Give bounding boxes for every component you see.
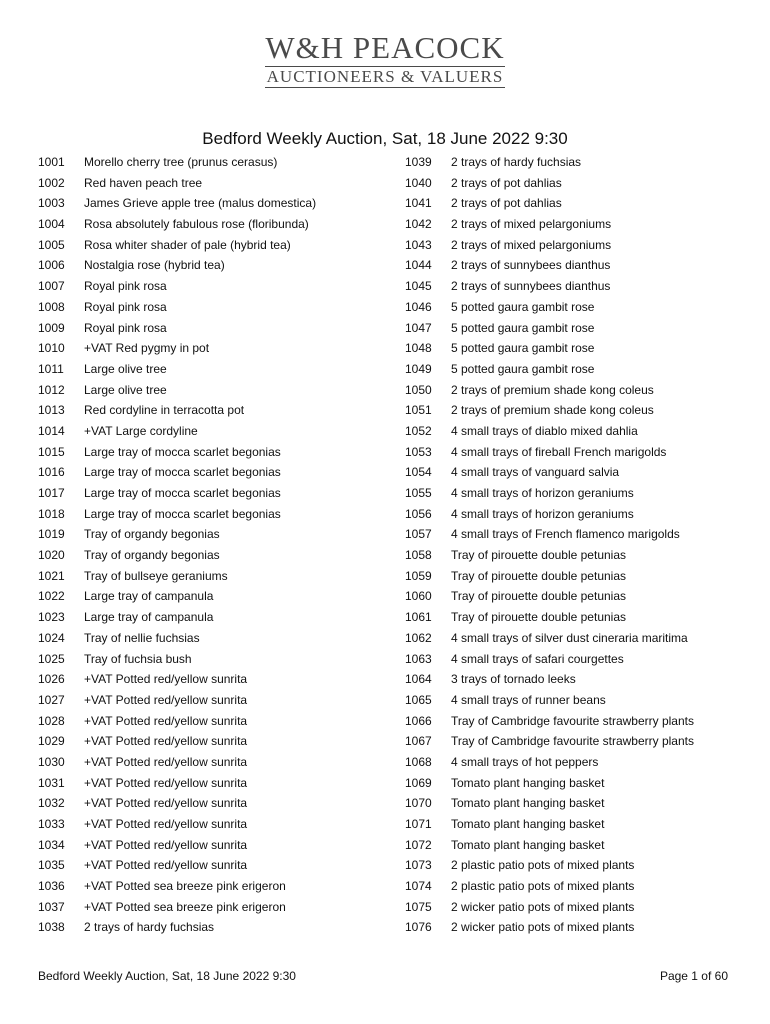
lot-row	[38, 462, 388, 483]
lot-description: Tomato plant hanging basket	[451, 817, 605, 831]
logo-wordmark: W&H PEACOCK	[265, 30, 505, 65]
lot-number: 1044	[405, 258, 432, 273]
lot-number: 1020	[38, 548, 65, 563]
lot-number: 1049	[405, 361, 432, 376]
lot-number: 1014	[38, 423, 65, 438]
lot-number: 1066	[405, 713, 432, 728]
lot-description: Tray of Cambridge favourite strawberry plants	[451, 734, 694, 749]
lot-description: Rosa absolutely fabulous rose (floribunda)	[84, 217, 309, 232]
lot-number: 1074	[405, 879, 432, 894]
lot-row	[38, 193, 388, 214]
lot-number: 1059	[405, 568, 432, 583]
lot-row	[405, 752, 745, 773]
lot-description: 2 trays of premium shade kong coleus	[451, 382, 654, 397]
lot-row	[405, 814, 745, 835]
lot-row	[38, 504, 388, 525]
lot-row	[405, 731, 745, 752]
lot-number: 1053	[405, 444, 432, 459]
lot-number: 1026	[38, 672, 65, 687]
lot-description: 2 trays of pot dahlias	[451, 196, 562, 211]
lot-description: 4 small trays of vanguard salvia	[451, 465, 620, 480]
lot-row	[38, 235, 388, 256]
lot-number: 1068	[405, 754, 432, 769]
lot-number: 1004	[38, 217, 65, 232]
lot-number: 1029	[38, 734, 65, 749]
lot-description: +VAT Large cordyline	[84, 423, 198, 438]
lot-description: Red haven peach tree	[84, 175, 203, 190]
lot-description: Tomato plant hanging basket	[451, 775, 605, 790]
lot-description: Large olive tree	[84, 361, 167, 376]
lot-description: 4 small trays of hot peppers	[451, 754, 599, 769]
lot-number: 1006	[38, 258, 65, 273]
lot-row	[38, 380, 388, 401]
lot-description: 5 potted gaura gambit rose	[451, 320, 595, 335]
lot-description: 2 trays of premium shade kong coleus	[451, 403, 654, 418]
lot-number: 1065	[405, 692, 432, 707]
lot-description: 4 small trays of runner beans	[451, 692, 606, 707]
lot-row	[38, 855, 388, 876]
lot-description: +VAT Potted red/yellow sunrita	[84, 692, 248, 707]
lot-number: 1039	[405, 155, 432, 169]
lot-row	[405, 504, 745, 525]
lot-description: +VAT Potted red/yellow sunrita	[84, 672, 248, 687]
lot-row	[38, 897, 388, 918]
lot-number: 1010	[38, 341, 65, 356]
lot-row	[405, 545, 745, 566]
lot-number: 1070	[405, 796, 432, 811]
lot-row	[405, 586, 745, 607]
lot-row	[405, 421, 745, 442]
lot-description: Large tray of mocca scarlet begonias	[84, 486, 281, 500]
lot-number: 1021	[38, 568, 65, 583]
lot-number: 1017	[38, 486, 65, 500]
lot-number: 1016	[38, 465, 65, 480]
lot-row	[38, 773, 388, 794]
lot-row	[405, 793, 745, 814]
lot-row	[38, 917, 388, 938]
lot-row	[38, 421, 388, 442]
lot-number: 1051	[405, 403, 432, 418]
lot-number: 1043	[405, 237, 432, 252]
lot-description: Royal pink rosa	[84, 320, 167, 335]
lot-number: 1041	[405, 196, 432, 211]
lot-number: 1060	[405, 589, 432, 604]
lot-number: 1054	[405, 465, 432, 480]
lot-description: +VAT Potted sea breeze pink erigeron	[84, 879, 286, 894]
lot-number: 1040	[405, 175, 432, 190]
lot-description: 2 trays of hardy fuchsias	[451, 155, 582, 169]
lot-row	[38, 814, 388, 835]
lot-row	[38, 752, 388, 773]
lot-number: 1003	[38, 196, 65, 211]
lot-description: Tray of nellie fuchsias	[84, 630, 200, 645]
lot-number: 1035	[38, 858, 65, 873]
lot-description: Royal pink rosa	[84, 279, 167, 294]
lot-row	[405, 690, 745, 711]
page-number: Page 1 of 60	[659, 969, 728, 983]
lot-row	[405, 380, 745, 401]
lot-description: Royal pink rosa	[84, 299, 167, 314]
lot-number: 1037	[38, 899, 65, 914]
lot-description: James Grieve apple tree (malus domestica)	[84, 196, 317, 211]
lot-row	[38, 276, 388, 297]
lot-description: 2 trays of hardy fuchsias	[84, 920, 215, 935]
lot-row	[405, 255, 745, 276]
lot-row	[38, 255, 388, 276]
lot-number: 1025	[38, 651, 65, 666]
lot-row	[38, 607, 388, 628]
lot-description: 2 plastic patio pots of mixed plants	[451, 879, 635, 894]
lot-row	[405, 628, 745, 649]
lot-description: Tray of organdy begonias	[84, 548, 220, 563]
lot-row	[38, 876, 388, 897]
lot-row	[38, 400, 388, 421]
lot-row	[405, 649, 745, 670]
lot-description: Rosa whiter shader of pale (hybrid tea)	[84, 237, 291, 252]
lot-description: 5 potted gaura gambit rose	[451, 299, 595, 314]
lot-number: 1023	[38, 610, 65, 625]
lot-number: 1018	[38, 506, 65, 521]
lot-number: 1032	[38, 796, 65, 811]
lot-description: 2 trays of sunnybees dianthus	[451, 258, 611, 273]
lot-number: 1034	[38, 837, 65, 852]
lot-number: 1055	[405, 486, 432, 500]
lot-number: 1002	[38, 175, 65, 190]
lot-row	[405, 318, 745, 339]
lot-description: Tray of pirouette double petunias	[451, 548, 627, 563]
lot-number: 1056	[405, 506, 432, 521]
lot-description: Large tray of campanula	[84, 589, 214, 604]
lot-number: 1062	[405, 630, 432, 645]
lot-row	[38, 669, 388, 690]
lot-row	[405, 152, 745, 173]
lot-row	[38, 442, 388, 463]
lot-row	[405, 442, 745, 463]
lot-description: Tomato plant hanging basket	[451, 837, 605, 852]
lot-number: 1007	[38, 279, 65, 294]
lot-number: 1057	[405, 527, 432, 542]
lot-description: Large tray of campanula	[84, 610, 214, 625]
lot-number: 1030	[38, 754, 65, 769]
lot-description: 2 wicker patio pots of mixed plants	[451, 899, 635, 914]
lot-number: 1008	[38, 299, 65, 314]
lot-description: 2 trays of mixed pelargoniums	[451, 217, 612, 232]
lot-row	[38, 524, 388, 545]
lot-row	[38, 731, 388, 752]
lot-description: Nostalgia rose (hybrid tea)	[84, 258, 225, 273]
lot-number: 1022	[38, 589, 65, 604]
lot-number: 1042	[405, 217, 432, 232]
lot-row	[405, 483, 745, 504]
lot-description: Tray of pirouette double petunias	[451, 589, 627, 604]
lot-number: 1063	[405, 651, 432, 666]
lot-list-right	[405, 152, 745, 938]
lot-row	[405, 566, 745, 587]
lot-number: 1067	[405, 734, 432, 749]
lot-description: +VAT Potted red/yellow sunrita	[84, 754, 248, 769]
lot-row	[405, 276, 745, 297]
lot-number: 1033	[38, 817, 65, 831]
lot-description: 4 small trays of French flamenco marigolds	[451, 527, 680, 542]
lot-description: +VAT Potted red/yellow sunrita	[84, 858, 248, 873]
lot-description: 5 potted gaura gambit rose	[451, 361, 595, 376]
lot-row	[405, 297, 745, 318]
lot-description: 4 small trays of horizon geraniums	[451, 506, 634, 521]
lot-row	[38, 152, 388, 173]
lot-number: 1046	[405, 299, 432, 314]
lot-number: 1027	[38, 692, 65, 707]
logo-tagline: AUCTIONEERS & VALUERS	[266, 67, 504, 86]
lot-row	[405, 173, 745, 194]
lot-number: 1013	[38, 403, 65, 418]
lot-row	[38, 711, 388, 732]
lot-description: Large tray of mocca scarlet begonias	[84, 506, 281, 521]
lot-description: Large tray of mocca scarlet begonias	[84, 444, 281, 459]
lot-description: +VAT Potted red/yellow sunrita	[84, 775, 248, 790]
lot-number: 1005	[38, 237, 65, 252]
lot-number: 1075	[405, 899, 432, 914]
lot-row	[38, 318, 388, 339]
lot-list-left	[38, 152, 388, 938]
lot-number: 1036	[38, 879, 65, 894]
lot-row	[38, 793, 388, 814]
lot-row	[38, 835, 388, 856]
lot-number: 1072	[405, 837, 432, 852]
lot-number: 1069	[405, 775, 432, 790]
lot-description: +VAT Potted sea breeze pink erigeron	[84, 899, 286, 914]
lot-number: 1073	[405, 858, 432, 873]
lot-number: 1045	[405, 279, 432, 294]
lot-description: 4 small trays of diablo mixed dahlia	[451, 423, 638, 438]
lot-row	[405, 876, 745, 897]
lot-row	[405, 338, 745, 359]
lot-number: 1031	[38, 775, 65, 790]
lot-number: 1052	[405, 423, 432, 438]
lot-description: Tray of pirouette double petunias	[451, 610, 627, 625]
lot-description: 2 plastic patio pots of mixed plants	[451, 858, 635, 873]
lot-row	[405, 607, 745, 628]
lot-description: Tray of bullseye geraniums	[84, 568, 228, 583]
lot-row	[38, 297, 388, 318]
lot-row	[38, 483, 388, 504]
lot-number: 1028	[38, 713, 65, 728]
lot-row	[405, 235, 745, 256]
lot-description: Large olive tree	[84, 382, 167, 397]
lot-number: 1047	[405, 320, 432, 335]
lot-number: 1019	[38, 527, 65, 542]
lot-number: 1001	[38, 155, 65, 169]
lot-description: 5 potted gaura gambit rose	[451, 341, 595, 356]
lot-row	[38, 173, 388, 194]
document-title: Bedford Weekly Auction, Sat, 18 June 2022 9:30	[202, 129, 568, 148]
lot-row	[405, 669, 745, 690]
lot-description: Tray of pirouette double petunias	[451, 568, 627, 583]
lot-row	[405, 359, 745, 380]
lot-description: Red cordyline in terracotta pot	[84, 403, 245, 418]
lot-number: 1076	[405, 920, 432, 935]
lot-description: Tray of Cambridge favourite strawberry plants	[451, 713, 694, 728]
lot-description: 4 small trays of safari courgettes	[451, 651, 624, 666]
lot-description: +VAT Potted red/yellow sunrita	[84, 796, 248, 811]
lot-row	[405, 711, 745, 732]
lot-number: 1064	[405, 672, 432, 687]
lot-description: Morello cherry tree (prunus cerasus)	[84, 155, 278, 169]
lot-description: 4 small trays of fireball French marigolds	[451, 444, 667, 459]
lot-description: +VAT Potted red/yellow sunrita	[84, 817, 248, 831]
lot-row	[405, 835, 745, 856]
lot-row	[38, 690, 388, 711]
lot-number: 1038	[38, 920, 65, 935]
lot-description: Tray of fuchsia bush	[84, 651, 192, 666]
lot-row	[405, 773, 745, 794]
lot-row	[405, 524, 745, 545]
lot-description: 4 small trays of horizon geraniums	[451, 486, 634, 500]
lot-row	[38, 586, 388, 607]
footer-title: Bedford Weekly Auction, Sat, 18 June 2022 9:30	[38, 969, 296, 983]
lot-row	[405, 917, 745, 938]
lot-number: 1024	[38, 630, 65, 645]
lot-row	[38, 338, 388, 359]
lot-number: 1015	[38, 444, 65, 459]
lot-number: 1061	[405, 610, 432, 625]
lot-description: +VAT Potted red/yellow sunrita	[84, 837, 248, 852]
lot-number: 1012	[38, 382, 65, 397]
lot-description: 4 small trays of silver dust cineraria maritima	[451, 630, 688, 645]
lot-row	[405, 214, 745, 235]
lot-number: 1009	[38, 320, 65, 335]
lot-description: 2 trays of sunnybees dianthus	[451, 279, 611, 294]
lot-row	[405, 897, 745, 918]
lot-row	[38, 545, 388, 566]
lot-row	[405, 855, 745, 876]
lot-description: +VAT Potted red/yellow sunrita	[84, 713, 248, 728]
lot-description: +VAT Red pygmy in pot	[84, 341, 210, 356]
lot-description: Large tray of mocca scarlet begonias	[84, 465, 281, 480]
lot-description: +VAT Potted red/yellow sunrita	[84, 734, 248, 749]
lot-row	[38, 649, 388, 670]
lot-number: 1050	[405, 382, 432, 397]
lot-number: 1011	[38, 361, 64, 376]
lot-number: 1058	[405, 548, 432, 563]
lot-description: 2 trays of pot dahlias	[451, 175, 562, 190]
lot-description: 2 wicker patio pots of mixed plants	[451, 920, 635, 935]
lot-description: 2 trays of mixed pelargoniums	[451, 237, 612, 252]
lot-row	[405, 400, 745, 421]
lot-row	[38, 628, 388, 649]
lot-row	[38, 566, 388, 587]
lot-description: 3 trays of tornado leeks	[451, 672, 576, 687]
lot-row	[38, 359, 388, 380]
lot-description: Tomato plant hanging basket	[451, 796, 605, 811]
lot-number: 1071	[405, 817, 432, 831]
company-logo	[0, 32, 770, 88]
lot-row	[405, 193, 745, 214]
lot-row	[405, 462, 745, 483]
lot-number: 1048	[405, 341, 432, 356]
lot-row	[38, 214, 388, 235]
lot-description: Tray of organdy begonias	[84, 527, 220, 542]
